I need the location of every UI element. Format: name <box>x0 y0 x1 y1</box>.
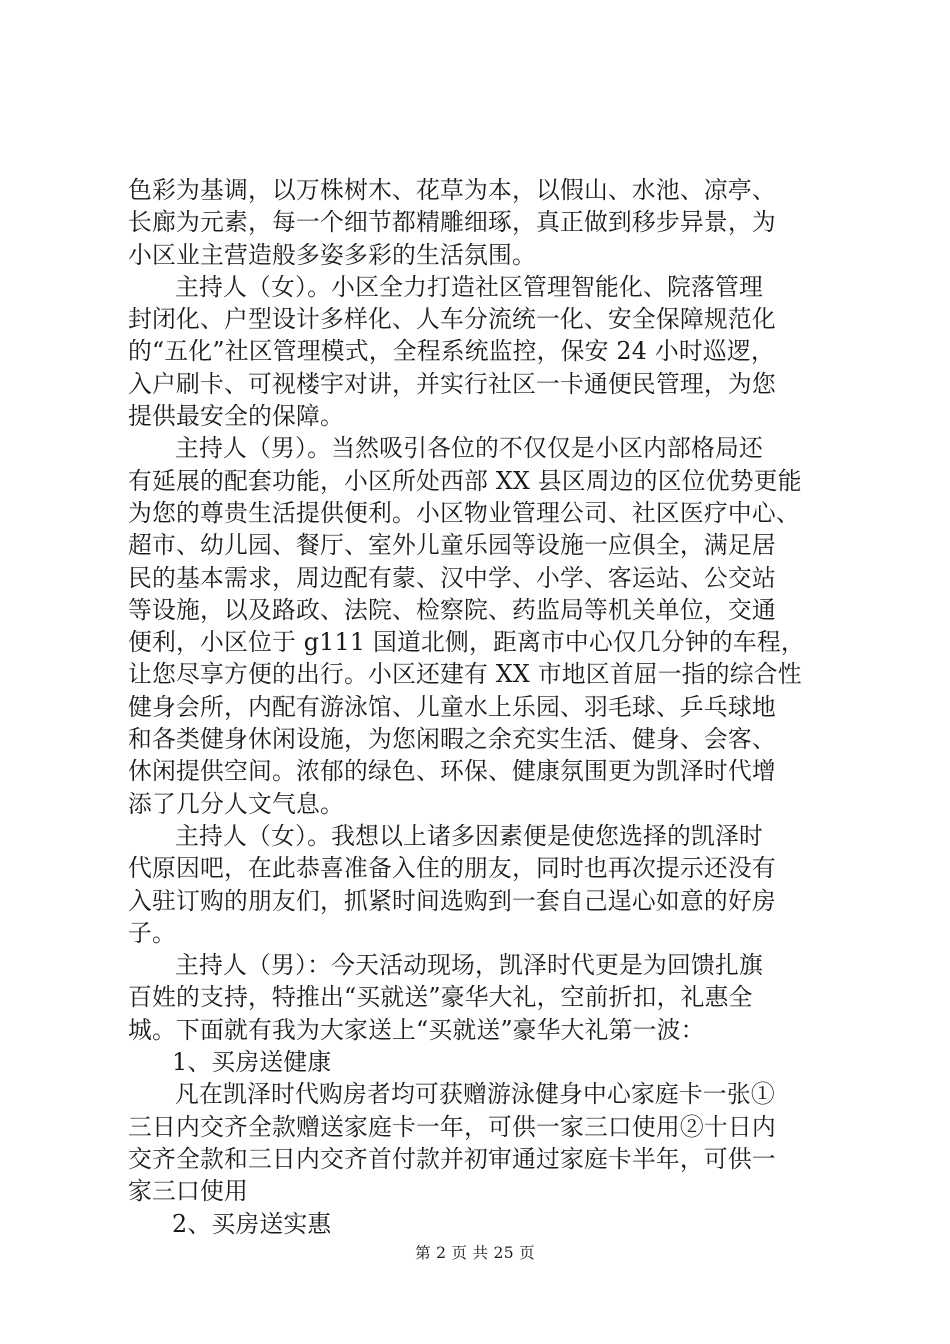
text-line: 家三口使用 <box>128 1177 248 1206</box>
text-line: 城。下面就有我为大家送上“买就送”豪华大礼第一波： <box>128 1015 705 1044</box>
text-line: 交齐全款和三日内交齐首付款并初审通过家庭卡半年，可供一 <box>128 1144 776 1173</box>
paragraph-first-line: 主持人（女）。小区全力打造社区管理智能化、院落管理 <box>175 272 764 301</box>
page-footer <box>0 1243 950 1263</box>
text-line: 入驻订购的朋友们，抓紧时间选购到一套自己逞心如意的好房 <box>128 886 776 915</box>
text-line: 休闲提供空间。浓郁的绿色、环保、健康氛围更为凯泽时代增 <box>128 757 776 786</box>
paragraph-first-line: 主持人（女）。我想以上诸多因素便是使您选择的凯泽时 <box>175 821 764 850</box>
text-line: 封闭化、户型设计多样化、人车分流统一化、安全保障规范化 <box>128 305 776 334</box>
text-line: 添了几分人文气息。 <box>128 789 344 818</box>
paragraph-first-line: 主持人（男）：今天活动现场，凯泽时代更是为回馈扎旗 <box>175 951 764 980</box>
page-number-label: 第 2 页 共 25 页 <box>415 1244 535 1262</box>
text-line: 等设施，以及路政、法院、检察院、药监局等机关单位，交通 <box>128 595 776 624</box>
text-line: 民的基本需求，周边配有蒙、汉中学、小学、客运站、公交站 <box>128 563 776 592</box>
text-line: 提供最安全的保障。 <box>128 402 344 431</box>
text-line: 有延展的配套功能，小区所处西部 XX 县区周边的区位优势更能 <box>128 466 802 495</box>
text-line: 便利，小区位于 g111 国道北侧，距离市中心仅几分钟的车程， <box>128 628 805 657</box>
text-line: 为您的尊贵生活提供便利。小区物业管理公司、社区医疗中心、 <box>128 498 800 527</box>
document-body <box>128 174 828 1240</box>
text-line: 代原因吧，在此恭喜准备入住的朋友，同时也再次提示还没有 <box>128 854 776 883</box>
paragraph-first-line: 主持人（男）。当然吸引各位的不仅仅是小区内部格局还 <box>175 434 764 463</box>
paragraph-first-line: 凡在凯泽时代购房者均可获赠游泳健身中心家庭卡一张① <box>175 1080 775 1109</box>
text-line: 百姓的支持，特推出“买就送”豪华大礼，空前折扣，礼惠全 <box>128 983 753 1012</box>
list-item-heading: 2、买房送实惠 <box>172 1209 332 1238</box>
text-line: 的“五化”社区管理模式，全程系统监控，保安 24 小时巡逻， <box>128 337 775 366</box>
text-line: 子。 <box>128 918 176 947</box>
text-line: 小区业主营造般多姿多彩的生活氛围。 <box>128 240 536 269</box>
text-line: 入户刷卡、可视楼宇对讲，并实行社区一卡通便民管理，为您 <box>128 369 776 398</box>
text-line: 长廊为元素，每一个细节都精雕细琢，真正做到移步异景，为 <box>128 208 776 237</box>
text-line: 三日内交齐全款赠送家庭卡一年，可供一家三口使用②十日内 <box>128 1112 776 1141</box>
list-item-heading: 1、买房送健康 <box>172 1048 332 1077</box>
text-line: 让您尽享方便的出行。小区还建有 XX 市地区首屈一指的综合性 <box>128 660 802 689</box>
text-line: 色彩为基调，以万株树木、花草为本，以假山、水池、凉亭、 <box>128 176 776 204</box>
text-line: 超市、幼儿园、餐厅、室外儿童乐园等设施一应俱全，满足居 <box>128 531 776 560</box>
text-line: 和各类健身休闲设施，为您闲暇之余充实生活、健身、会客、 <box>128 725 776 754</box>
text-line: 健身会所，内配有游泳馆、儿童水上乐园、羽毛球、乒乓球地 <box>128 692 776 721</box>
